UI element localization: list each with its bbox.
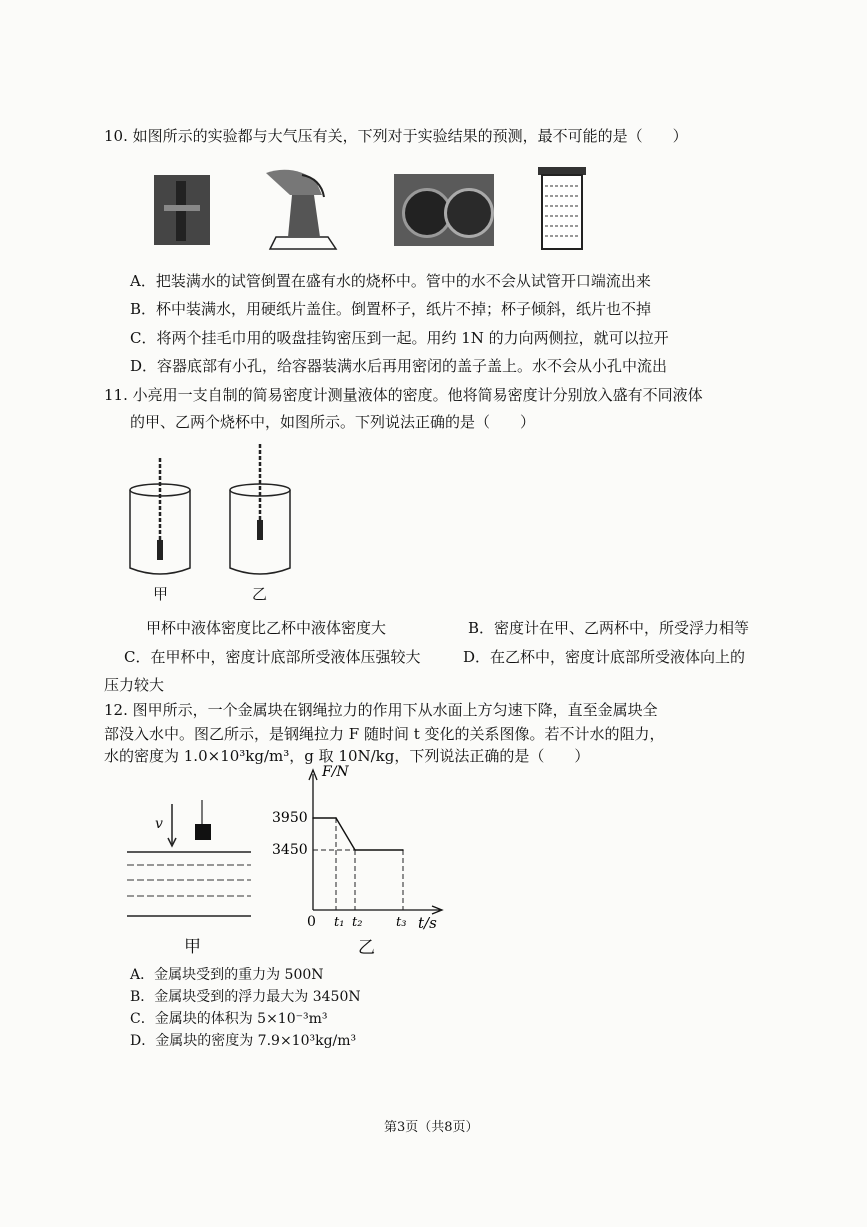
hydrometer-beakers-figure [120, 440, 320, 580]
y-axis-label: F/N [322, 764, 349, 780]
q10-stem: 10. 如图所示的实验都与大气压有关，下列对于实验结果的预测，最不可能的是（ ） [104, 127, 688, 145]
force-line [313, 818, 403, 850]
inverted-cup-image [262, 165, 342, 253]
suction-cups-photo [394, 174, 494, 246]
q10-option-a: A．把装满水的试管倒置在盛有水的烧杯中。管中的水不会从试管开口端流出来 [130, 272, 651, 290]
q11-option-d-cont: 压力较大 [104, 676, 165, 694]
y-tick-3950: 3950 [272, 810, 308, 826]
x-tick-t1: t₁ [334, 915, 345, 930]
water-block-figure [125, 800, 255, 925]
q12-stem-line3: 水的密度为 1.0×10³kg/m³，g 取 10N/kg，下列说法正确的是（ ） [104, 747, 590, 765]
data-point-0 [312, 817, 314, 819]
q12-stem-line2: 部没入水中。图乙所示，是钢绳拉力 F 随时间 t 变化的关系图像。若不计水的阻力， [104, 725, 665, 743]
figure-yi-label: 乙 [358, 938, 375, 958]
velocity-label: v [155, 816, 163, 832]
q10-option-d: D．容器底部有小孔，给容器装满水后再用密闭的盖子盖上。水不会从小孔中流出 [130, 357, 668, 375]
q10-option-b: B．杯中装满水，用硬纸片盖住。倒置杯子，纸片不掉；杯子倾斜，纸片也不掉 [130, 300, 652, 318]
figure-jia-label: 甲 [184, 937, 201, 957]
beaker-yi-label: 乙 [252, 585, 268, 603]
q10-option-c: C．将两个挂毛巾用的吸盘挂钩密压到一起。用约 1N 的力向两侧拉，就可以拉开 [130, 329, 669, 347]
q11-stem-line1: 11. 小亮用一支自制的简易密度计测量液体的密度。他将简易密度计分别放入盛有不同液体 [104, 386, 703, 404]
q12-option-b: B．金属块受到的浮力最大为 3450N [130, 989, 361, 1005]
data-point-2 [354, 849, 356, 851]
data-point-3 [402, 849, 404, 851]
test-tube-photo [154, 175, 210, 245]
origin-label: 0 [307, 914, 316, 930]
x-tick-t3: t₃ [396, 915, 407, 930]
force-time-chart [268, 760, 458, 935]
y-tick-3450: 3450 [272, 842, 308, 858]
q11-stem-line2: 的甲、乙两个烧杯中，如图所示。下列说法正确的是（ ） [130, 413, 536, 431]
q12-option-c: C．金属块的体积为 5×10⁻³m³ [130, 1011, 328, 1027]
q11-option-b: B．密度计在甲、乙两杯中，所受浮力相等 [468, 619, 750, 637]
q11-option-d: D．在乙杯中，密度计底部所受液体向上的 [463, 648, 746, 666]
x-tick-t2: t₂ [352, 915, 363, 930]
data-point-1 [335, 817, 337, 819]
container-with-hole-image [537, 166, 587, 252]
x-axis-label: t/s [418, 914, 437, 932]
q12-stem-line1: 12. 图甲所示，一个金属块在钢绳拉力的作用下从水面上方匀速下降，直至金属块全 [104, 701, 658, 719]
beaker-jia-label: 甲 [153, 585, 169, 603]
q11-option-a: 甲杯中液体密度比乙杯中液体密度大 [146, 619, 387, 637]
page-footer: 第3页（共8页） [384, 1120, 479, 1135]
q12-option-a: A．金属块受到的重力为 500N [130, 967, 324, 983]
q12-option-d: D．金属块的密度为 7.9×10³kg/m³ [130, 1033, 357, 1049]
q11-option-c: C．在甲杯中，密度计底部所受液体压强较大 [124, 648, 421, 666]
